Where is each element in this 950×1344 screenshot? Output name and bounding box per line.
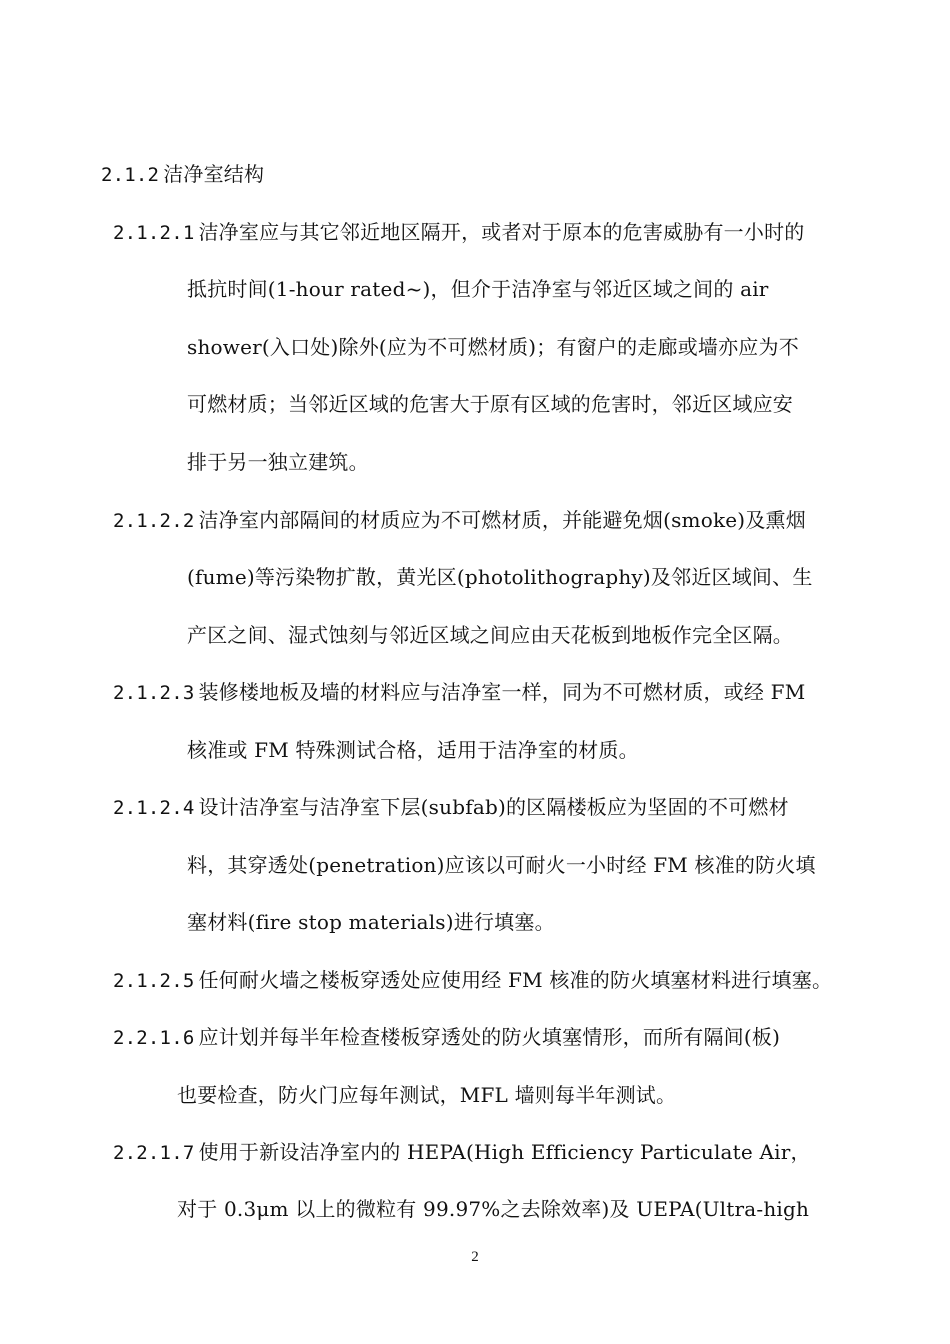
clause-text: 洁净室应与其它邻近地区隔开，或者对于原本的危害威胁有一小时的 [198, 220, 805, 244]
clause-first-line [113, 506, 806, 535]
clause-line: 料，其穿透处(penetration)应该以可耐火一小时经 FM 核准的防火填 [187, 853, 816, 877]
clause-first-line [113, 1138, 811, 1167]
clause-line: 抵抗时间(1-hour rated~)，但介于洁净室与邻近区域之间的 air [187, 277, 769, 301]
clause-text: 任何耐火墙之楼板穿透处应使用经 FM 核准的防火填塞材料进行填塞。 [198, 968, 833, 992]
clause-line: 产区之间、湿式蚀刻与邻近区域之间应由天花板到地板作完全区隔。 [187, 623, 793, 647]
clause-text: 洁净室内部隔间的材质应为不可燃材质，并能避免烟(smoke)及熏烟 [198, 508, 806, 532]
clause-text: 使用于新设洁净室内的 HEPA(High Efficiency Particulate Air， [198, 1140, 811, 1164]
clause-text: 设计洁净室与洁净室下层(subfab)的区隔楼板应为坚固的不可燃材 [198, 795, 789, 819]
clause-first-line [113, 1023, 780, 1052]
section-heading [101, 160, 264, 189]
clause-first-line [113, 678, 805, 707]
clause-number: 2.1.2.2 [113, 510, 195, 532]
clause-number: 2.1.2.1 [113, 222, 195, 244]
clause-line: 塞材料(fire stop materials)进行填塞。 [187, 910, 555, 934]
clause-line: 可燃材质；当邻近区域的危害大于原有区域的危害时，邻近区域应安 [187, 392, 793, 416]
section-heading-text: 洁净室结构 [163, 162, 265, 186]
clause-first-line [113, 966, 832, 995]
clause-number: 2.2.1.6 [113, 1027, 195, 1049]
clause-line: 核准或 FM 特殊测试合格，适用于洁净室的材质。 [187, 738, 639, 762]
clause-line: 排于另一独立建筑。 [187, 450, 369, 474]
clause-first-line [113, 793, 789, 822]
clause-number: 2.1.2.4 [113, 797, 195, 819]
clause-number: 2.2.1.7 [113, 1142, 195, 1164]
clause-text: 应计划并每半年检查楼板穿透处的防火填塞情形，而所有隔间(板) [198, 1025, 781, 1049]
clause-line: 也要检查，防火门应每年测试，MFL 墙则每半年测试。 [177, 1083, 677, 1107]
clause-number: 2.1.2.5 [113, 970, 195, 992]
clause-line: (fume)等污染物扩散，黄光区(photolithography)及邻近区域间、生 [187, 565, 813, 589]
clause-first-line [113, 218, 804, 247]
clause-text: 装修楼地板及墙的材料应与洁净室一样，同为不可燃材质，或经 FM [198, 680, 806, 704]
clause-number: 2.1.2.3 [113, 682, 195, 704]
clause-line: 对于 0.3μm 以上的微粒有 99.97%之去除效率)及 UEPA(Ultra-high [177, 1197, 810, 1221]
clause-line: shower(入口处)除外(应为不可燃材质)；有窗户的走廊或墙亦应为不 [187, 335, 799, 359]
section-heading-number: 2.1.2 [101, 164, 160, 186]
page-number: 2 [471, 1249, 479, 1265]
